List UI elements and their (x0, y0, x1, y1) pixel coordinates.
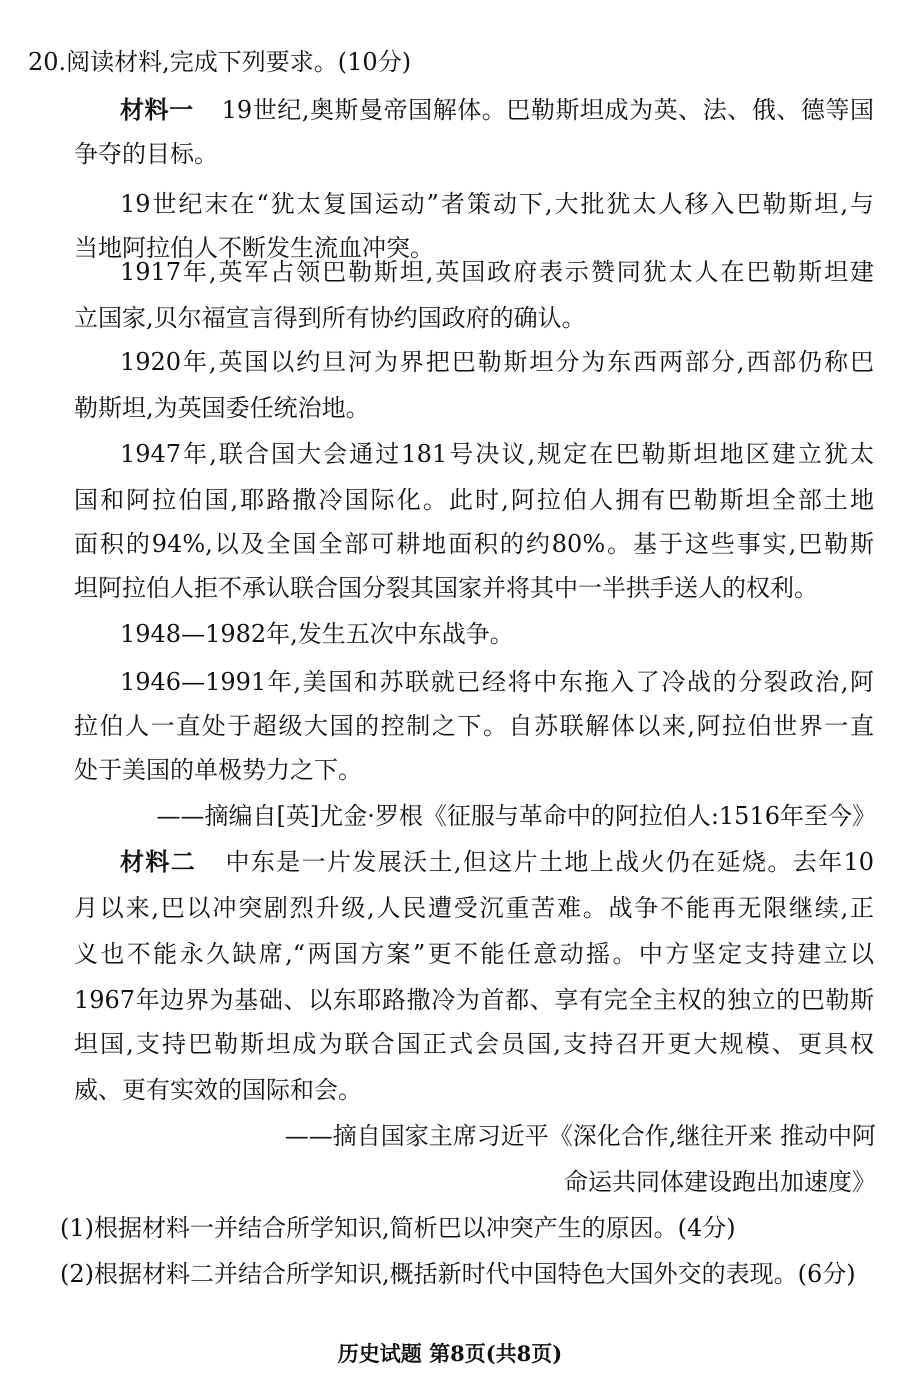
material2-line: 坦国,支持巴勒斯坦成为联合国正式会员国,支持召开更大规模、更具权 (74, 1030, 874, 1058)
material1-line: 1946—1991年,美国和苏联就已经将中东拖入了冷战的分裂政治,阿 (120, 668, 874, 696)
material1-line: 拉伯人一直处于超级大国的控制之下。自苏联解体以来,阿拉伯世界一直 (74, 712, 874, 740)
material1-line: 1947年,联合国大会通过181号决议,规定在巴勒斯坦地区建立犹太 (120, 440, 874, 468)
material1-line (120, 94, 874, 126)
material1-label: 材料一 (120, 95, 194, 124)
material2-source: 命运共同体建设跑出加速度》 (564, 1168, 876, 1196)
material2-text: 中东是一片发展沃土,但这片土地上战火仍在延烧。去年10 (224, 848, 874, 876)
material1-line: 1948—1982年,发生五次中东战争。 (120, 620, 514, 648)
material2-label: 材料二 (120, 847, 197, 876)
material1-line: 坦阿拉伯人拒不承认联合国分裂其国家并将其中一半拱手送人的权利。 (74, 574, 818, 602)
sub-question-1: (1)根据材料一并结合所学知识,简析巴以冲突产生的原因。(4分) (60, 1214, 736, 1242)
material1-line: 勒斯坦,为英国委任统治地。 (74, 394, 370, 422)
material2-line (120, 846, 874, 878)
sub-question-2: (2)根据材料二并结合所学知识,概括新时代中国特色大国外交的表现。(6分) (60, 1260, 856, 1288)
material1-line: 1920年,英国以约旦河为界把巴勒斯坦分为东西两部分,西部仍称巴 (120, 348, 874, 376)
material2-source: ——摘自国家主席习近平《深化合作,继往开来 推动中阿 (284, 1122, 876, 1150)
material1-line: 当地阿拉伯人不断发生流血冲突。 (74, 234, 434, 262)
material1-line: 争夺的目标。 (74, 140, 218, 168)
material1-line: 面积的94%,以及全国全部可耕地面积的约80%。基于这些事实,巴勒斯 (74, 530, 874, 558)
material2-line: 1967年边界为基础、以东耶路撒冷为首都、享有完全主权的独立的巴勒斯 (74, 986, 874, 1014)
material2-line: 威、更有实效的国际和会。 (74, 1076, 362, 1104)
material2-line: 义也不能永久缺席,“两国方案”更不能任意动摇。中方坚定支持建立以 (74, 940, 874, 968)
material1-line: 19世纪末在“犹太复国运动”者策动下,大批犹太人移入巴勒斯坦,与 (120, 190, 874, 218)
page-footer: 历史试题 第8页(共8页) (337, 1341, 563, 1366)
material1-line: 处于美国的单极势力之下。 (74, 756, 362, 784)
material1-text: 19世纪,奥斯曼帝国解体。巴勒斯坦成为英、法、俄、德等国 (221, 96, 874, 124)
material2-line: 月以来,巴以冲突剧烈升级,人民遭受沉重苦难。战争不能再无限继续,正 (74, 894, 874, 922)
question-header: 20.阅读材料,完成下列要求。(10分) (28, 48, 412, 76)
material1-line: 国和阿拉伯国,耶路撒冷国际化。此时,阿拉伯人拥有巴勒斯坦全部土地 (74, 486, 874, 514)
material1-source: ——摘编自[英]尤金·罗根《征服与革命中的阿拉伯人:1516年至今》 (156, 802, 876, 830)
material1-line: 立国家,贝尔福宣言得到所有协约国政府的确认。 (74, 304, 586, 332)
material1-line: 1917年,英军占领巴勒斯坦,英国政府表示赞同犹太人在巴勒斯坦建 (120, 258, 874, 286)
